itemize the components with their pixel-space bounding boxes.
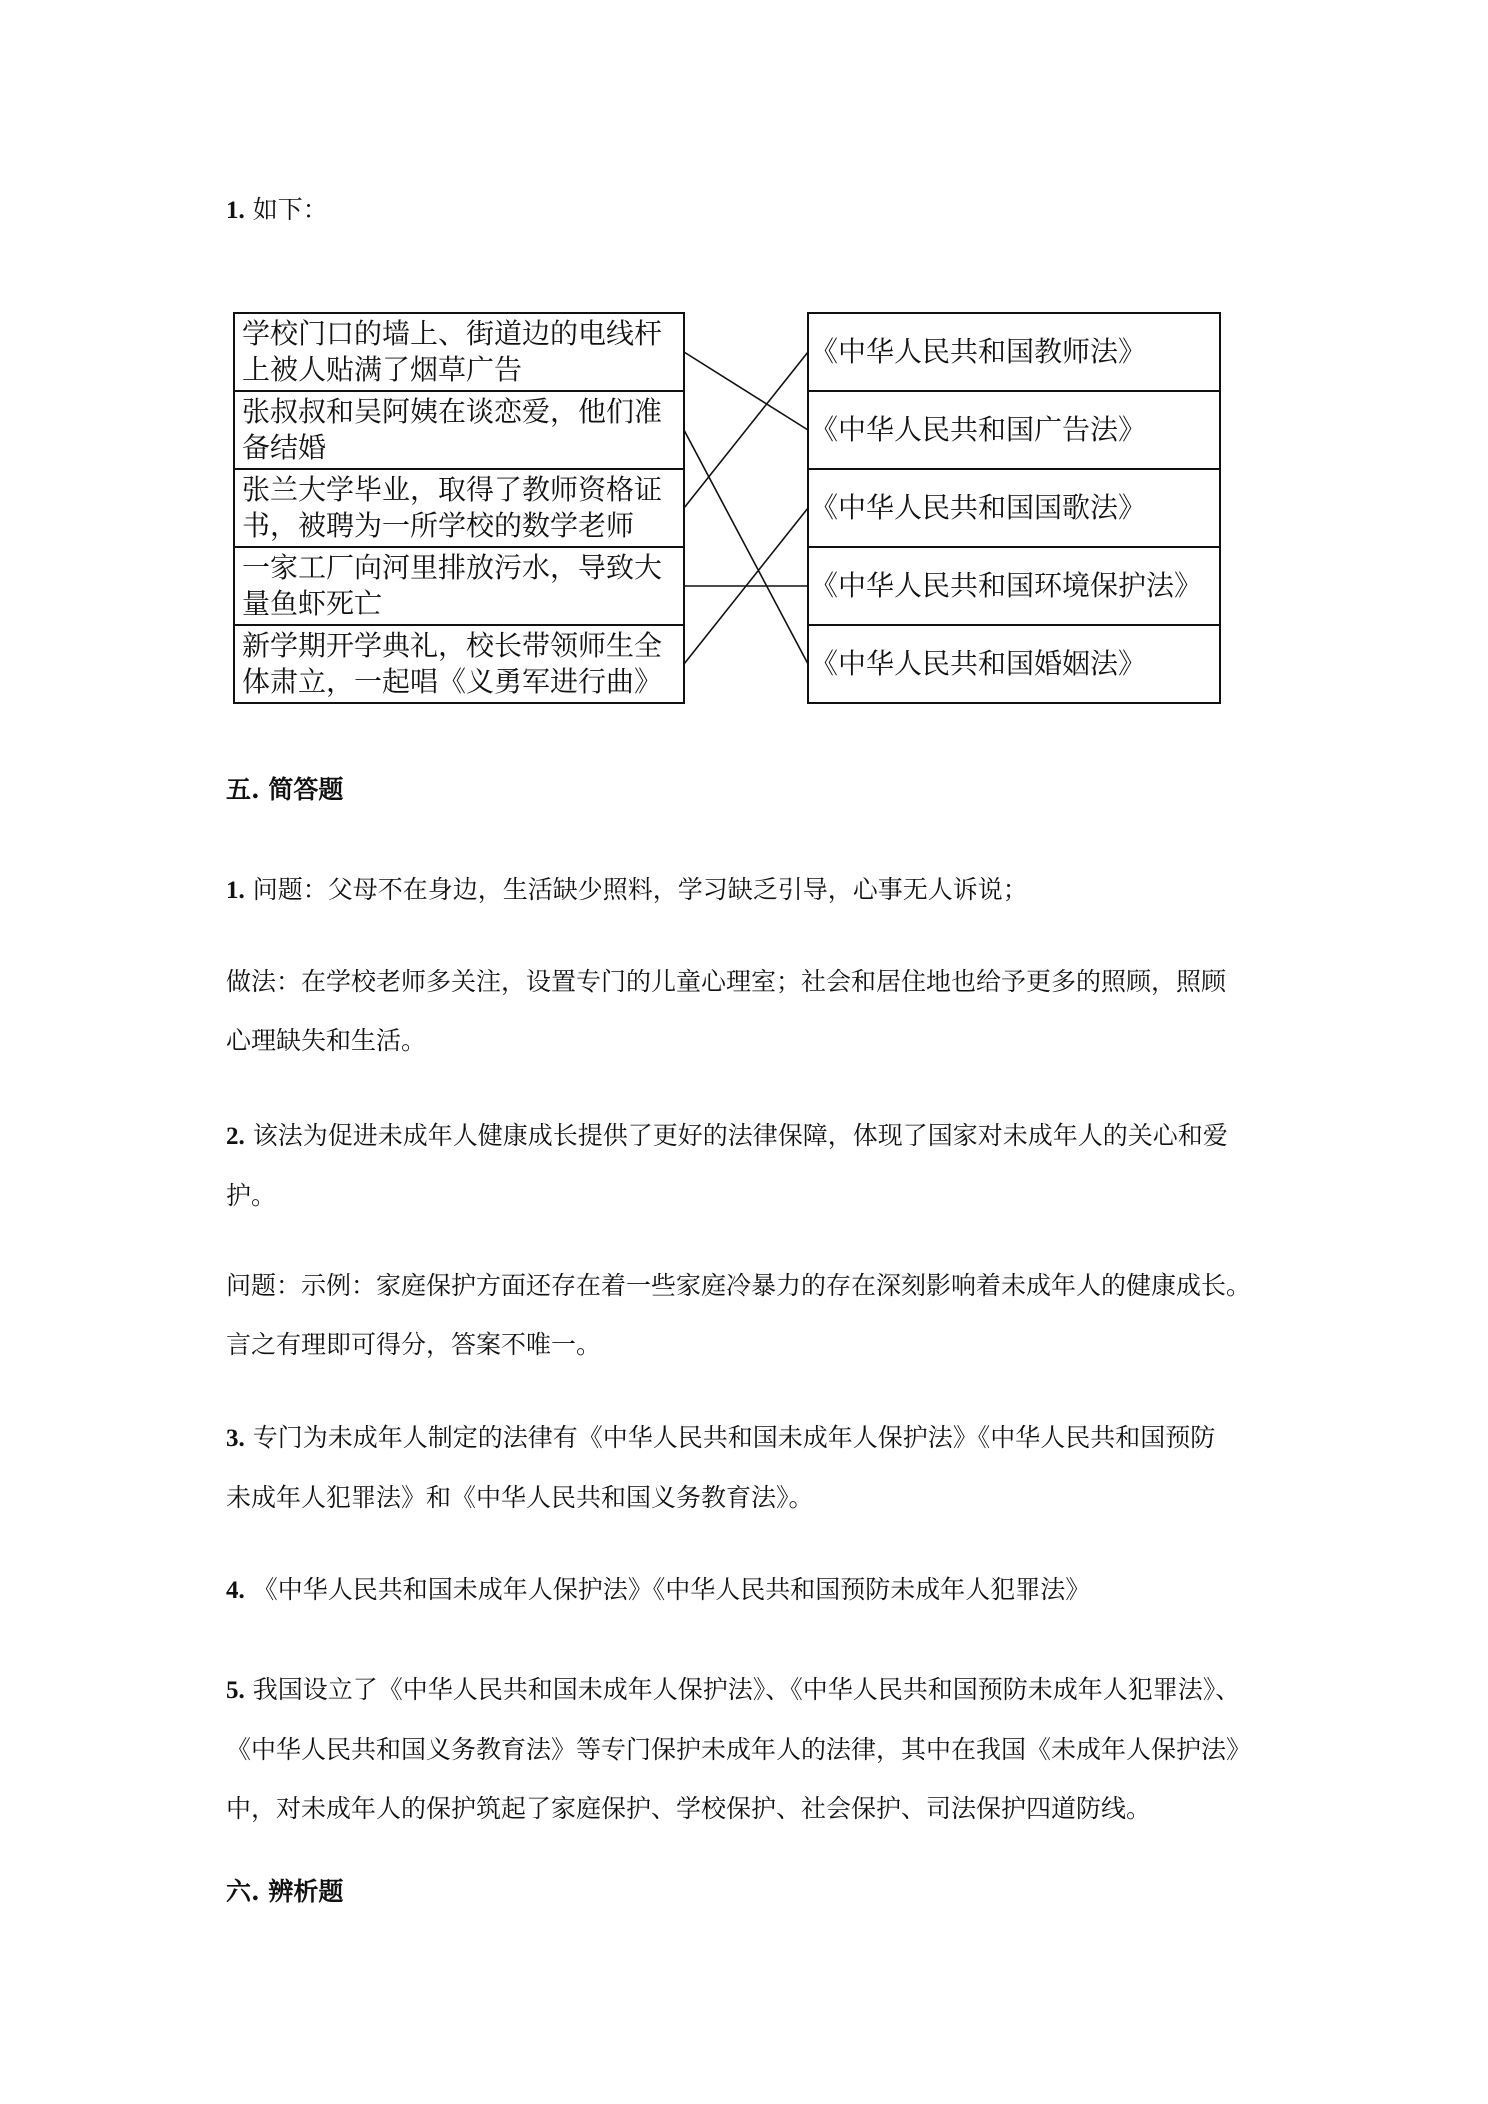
question-number: 1. [226, 197, 245, 224]
left-item-text: 上被人贴满了烟草广告 [242, 353, 523, 386]
q3-answer: 3. 专门为未成年人制定的法律有《中华人民共和国未成年人保护法》《中华人民共和国预防 未成年人犯罪法》和《中华人民共和国义务教育法》。 [226, 1423, 1216, 1512]
right-item-text: 《中华人民共和国教师法》 [810, 335, 1147, 368]
question-number: 1. [226, 877, 245, 904]
q1-method: 做法：在学校老师多关注，设置专门的儿童心理室；社会和居住地也给予更多的照顾，照顾 心理缺失和生活。 [226, 967, 1227, 1055]
left-item-text: 学校门口的墙上、街道边的电线杆 [242, 317, 663, 350]
section-heading-short-answer: 五. 简答题 [226, 775, 344, 804]
left-item-text: 一家工厂向河里排放污水，导致大 [242, 551, 663, 584]
match-link [684, 430, 808, 664]
right-item-text: 《中华人民共和国广告法》 [810, 413, 1147, 446]
q5-answer: 5. 我国设立了《中华人民共和国未成年人保护法》、《中华人民共和国预防未成年人犯罪法》、 《中华人民共和国义务教育法》等专门保护未成年人的法律，其中在我国《未成年人保护法》 中，对未成年人的保护筑起了家庭保护、学校保护、社会保护、司法保护四道防线。 [226, 1675, 1252, 1823]
q4-answer: 4. 《中华人民共和国未成年人保护法》《中华人民共和国预防未成年人犯罪法》 [226, 1575, 1091, 1604]
section-heading-analysis: 六. 辨析题 [226, 1877, 344, 1906]
right-item-text: 《中华人民共和国环境保护法》 [810, 569, 1203, 602]
right-item-text: 《中华人民共和国国歌法》 [810, 491, 1147, 524]
left-item-text: 张叔叔和吴阿姨在谈恋爱，他们准 [242, 395, 663, 428]
answer-intro [226, 180, 1276, 240]
right-item-text: 《中华人民共和国婚姻法》 [810, 647, 1147, 680]
matching-diagram [228, 310, 1228, 710]
question-number: 3. [226, 1425, 245, 1452]
q1-problem: 1. 问题：父母不在身边，生活缺少照料，学习缺乏引导，心事无人诉说； [226, 875, 1028, 904]
q2-answer: 2. 该法为促进未成年人健康成长提供了更好的法律保障，体现了国家对未成年人的关心和爱 护。 [226, 1121, 1228, 1210]
left-item-text: 体肃立，一起唱《义勇军进行曲》 [242, 665, 663, 698]
question-number: 5. [226, 1677, 245, 1704]
question-number: 4. [226, 1577, 245, 1604]
left-item-text: 新学期开学典礼，校长带领师生全 [242, 629, 663, 662]
left-item-text: 量鱼虾死亡 [242, 587, 383, 620]
left-item-text: 书，被聘为一所学校的数学老师 [242, 509, 635, 542]
match-link [684, 352, 808, 508]
question-number: 2. [226, 1123, 245, 1150]
left-item-text: 张兰大学毕业，取得了教师资格证 [242, 473, 663, 506]
match-link [684, 352, 808, 430]
q2-problem: 问题：示例：家庭保护方面还存在着一些家庭冷暴力的存在深刻影响着未成年人的健康成长。 言之有理即可得分，答案不唯一。 [226, 1271, 1252, 1359]
left-item-text: 备结婚 [242, 431, 327, 464]
answer-text: 如下： [252, 195, 328, 224]
